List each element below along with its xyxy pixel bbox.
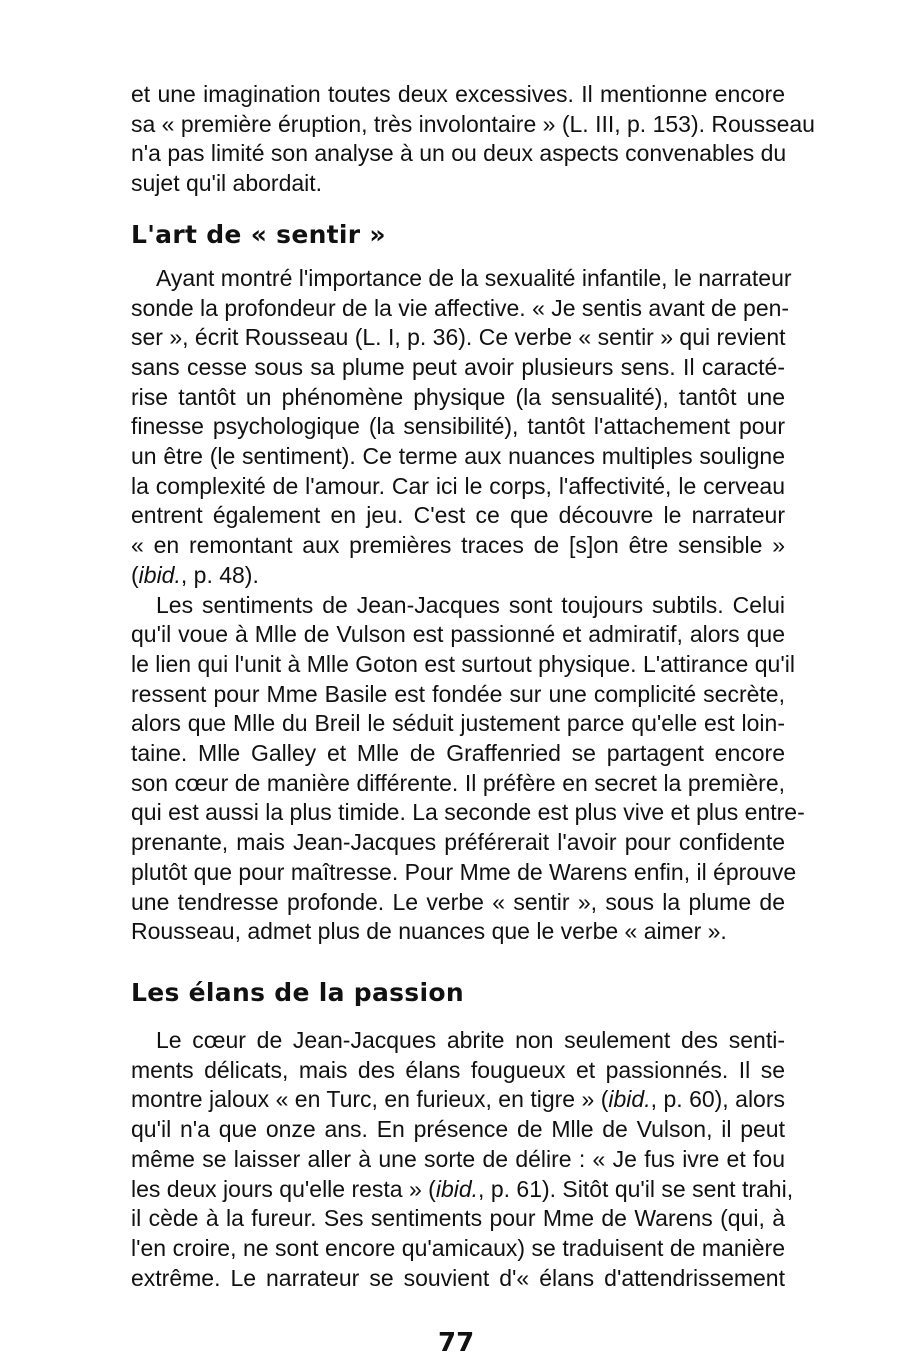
text-line: il cède à la fureur. Ses sentiments pour Mme de Warens (qui, à xyxy=(131,1205,785,1232)
text-line: rise tantôt un phénomène physique (la sensualité), tantôt une xyxy=(131,383,785,410)
text-line: sonde la profondeur de la vie affective. « Je sentis avant de pen- xyxy=(131,294,790,321)
text-line: finesse psychologique (la sensibilité), tantôt l'attachement pour xyxy=(131,413,785,440)
text-segment: , p. 60), alors xyxy=(650,1086,785,1113)
text-line xyxy=(131,1175,794,1205)
text-line: Rousseau, admet plus de nuances que le verbe « aimer ». xyxy=(131,918,727,945)
text-line: l'en croire, ne sont encore qu'amicaux) se traduisent de manière xyxy=(131,1234,785,1261)
text-line: ments délicats, mais des élans fougueux et passionnés. Il se xyxy=(131,1056,785,1083)
text-line: prenante, mais Jean-Jacques préférerait l'avoir pour confidente xyxy=(131,829,785,856)
citation-ibid: ibid. xyxy=(608,1086,651,1113)
text-line: qu'il voue à Mlle de Vulson est passionné et admiratif, alors que xyxy=(131,621,785,648)
text-line: sans cesse sous sa plume peut avoir plusieurs sens. Il caracté- xyxy=(131,353,785,380)
paragraph-elans xyxy=(131,1026,794,1293)
paragraph-sentiments xyxy=(131,591,805,947)
text-line: taine. Mlle Galley et Mlle de Graffenried se partagent encore xyxy=(131,740,785,767)
text-segment: montre jaloux « en Turc, en furieux, en tigre » ( xyxy=(131,1086,609,1113)
text-line: plutôt que pour maîtresse. Pour Mme de Warens enfin, il éprouve xyxy=(131,858,797,885)
text-line: qui est aussi la plus timide. La seconde est plus vive et plus entre- xyxy=(131,799,805,826)
text-line: Les sentiments de Jean-Jacques sont toujours subtils. Celui xyxy=(156,591,785,618)
text-line: « en remontant aux premières traces de [s]on être sensible » xyxy=(131,532,785,559)
text-line: même se laisser aller à une sorte de délire : « Je fus ivre et fou xyxy=(131,1145,785,1172)
text-segment: , p. 61). Sitôt qu'il se sent trahi, xyxy=(478,1175,794,1202)
text-line: la complexité de l'amour. Car ici le corps, l'affectivité, le cerveau xyxy=(131,472,785,499)
text-line: n'a pas limité son analyse à un ou deux aspects convenables du xyxy=(131,140,787,167)
page-body xyxy=(131,80,815,1293)
text-line: le lien qui l'unit à Mlle Goton est surtout physique. L'attirance qu'il xyxy=(131,650,795,677)
text-line: un être (le sentiment). Ce terme aux nuances multiples souligne xyxy=(131,443,785,470)
text-line: Ayant montré l'importance de la sexualité infantile, le narrateur xyxy=(156,264,792,291)
text-line: (ibid., p. 48). xyxy=(131,561,259,588)
page-number: 77 xyxy=(438,1328,475,1358)
text-line: Le cœur de Jean-Jacques abrite non seulement des senti- xyxy=(156,1026,785,1053)
section-heading-art-de-sentir: L'art de « sentir » xyxy=(131,219,386,249)
citation-ibid: ibid. xyxy=(435,1175,479,1202)
citation-page: , p. 48). xyxy=(180,561,259,588)
citation-ibid: ibid. xyxy=(138,561,181,588)
text-line: extrême. Le narrateur se souvient d'« élans d'attendrissement xyxy=(131,1264,785,1291)
text-line: une tendresse profonde. Le verbe « sentir », sous la plume de xyxy=(131,888,785,915)
text-line: sa « première éruption, très involontaire » (L. III, p. 153). Rousseau xyxy=(131,110,815,137)
text-line: ressent pour Mme Basile est fondée sur une complicité secrète, xyxy=(131,680,785,707)
text-line: et une imagination toutes deux excessives. Il mentionne encore xyxy=(131,81,785,107)
text-line: sujet qu'il abordait. xyxy=(131,170,323,197)
text-line: ser », écrit Rousseau (L. I, p. 36). Ce verbe « sentir » qui revient xyxy=(131,324,786,351)
text-line xyxy=(131,1085,785,1115)
text-line: son cœur de manière différente. Il préfère en secret la première, xyxy=(131,769,785,796)
text-line: alors que Mlle du Breil le séduit justement parce qu'elle est loin- xyxy=(131,710,785,737)
text-line: entrent également en jeu. C'est ce que découvre le narrateur xyxy=(131,502,785,529)
text-segment: les deux jours qu'elle resta » ( xyxy=(131,1175,436,1202)
text-line: qu'il n'a que onze ans. En présence de Mlle de Vulson, il peut xyxy=(131,1116,785,1143)
section-heading-elans-passion: Les élans de la passion xyxy=(131,977,464,1007)
intro-paragraph xyxy=(131,80,815,199)
paragraph-sentir xyxy=(131,264,792,591)
